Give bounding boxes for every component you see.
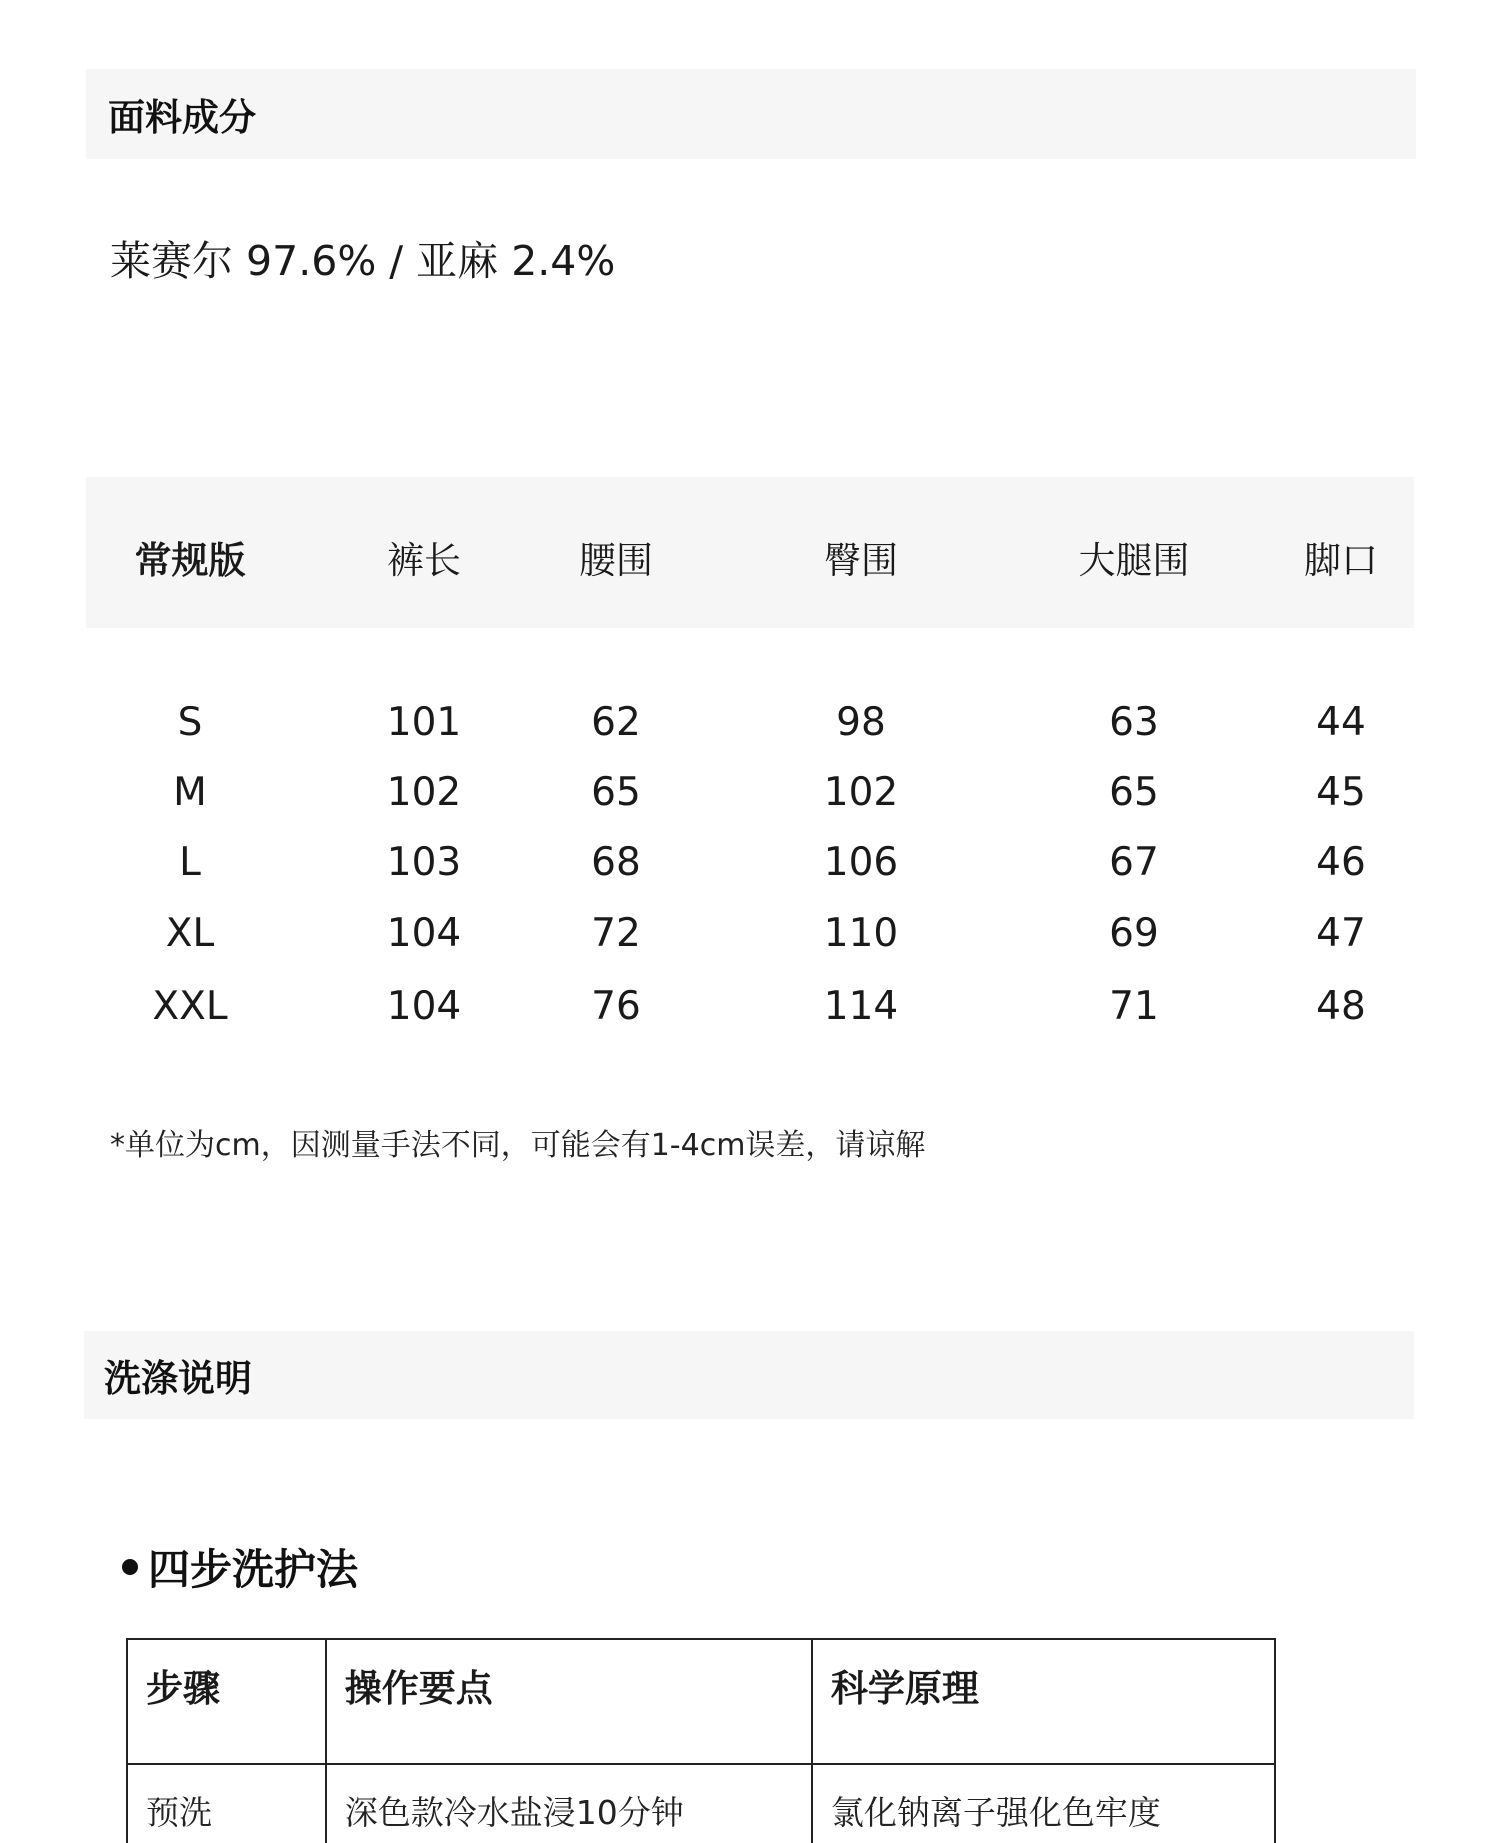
wash-steps-header-cell: 操作要点: [326, 1639, 812, 1764]
size-table-cell-size: XXL: [152, 984, 228, 1029]
wash-step-principle: 氯化钠离子强化色牢度: [812, 1764, 1275, 1843]
wash-steps-header-cell: 步骤: [127, 1639, 326, 1764]
size-table-cell-hip: 106: [823, 840, 899, 885]
size-table-cell-hem: 48: [1316, 984, 1366, 1029]
wash-step-name: 预洗: [127, 1764, 326, 1843]
size-table-header-length: 裤长: [387, 539, 461, 582]
wash-steps-header-row: [127, 1639, 1275, 1764]
size-table-cell-waist: 65: [591, 770, 641, 815]
size-table-cell-size: S: [177, 700, 203, 745]
size-table-cell-hem: 44: [1316, 700, 1366, 745]
size-table-header-size: 常规版: [134, 539, 246, 582]
size-table-cell-thigh: 63: [1109, 700, 1159, 745]
wash-method-title: [122, 1537, 358, 1597]
wash-steps-header-cell: 科学原理: [812, 1639, 1275, 1764]
size-table-header-hem: 脚口: [1304, 539, 1378, 582]
size-table-header-bg: [86, 477, 1414, 628]
size-table-cell-waist: 72: [591, 911, 641, 956]
fabric-composition: 莱赛尔 97.6% / 亚麻 2.4%: [110, 237, 616, 285]
size-table-cell-thigh: 71: [1109, 984, 1159, 1029]
size-table-cell-waist: 68: [591, 840, 641, 885]
size-table-header-waist: 腰围: [579, 539, 653, 582]
size-table-cell-hip: 114: [823, 984, 899, 1029]
size-table-cell-thigh: 69: [1109, 911, 1159, 956]
size-table-cell-waist: 62: [591, 700, 641, 745]
size-table-cell-length: 104: [386, 911, 462, 956]
wash-steps-row: [127, 1764, 1275, 1843]
size-table-cell-thigh: 67: [1109, 840, 1159, 885]
size-table-cell-thigh: 65: [1109, 770, 1159, 815]
wash-step-operation: 深色款冷水盐浸10分钟: [326, 1764, 812, 1843]
size-table-header-thigh: 大腿围: [1078, 539, 1190, 582]
fabric-heading: 面料成分: [108, 96, 256, 139]
bullet-dot-icon: [122, 1559, 138, 1575]
size-note: *单位为cm，因测量手法不同，可能会有1-4cm误差，请谅解: [110, 1128, 926, 1163]
wash-heading: 洗涤说明: [104, 1357, 252, 1400]
size-table-cell-hem: 45: [1316, 770, 1366, 815]
wash-steps-table: [126, 1638, 1276, 1843]
size-table-cell-hip: 102: [823, 770, 899, 815]
size-table-cell-length: 104: [386, 984, 462, 1029]
size-table-cell-hip: 98: [836, 700, 886, 745]
wash-method-title-text: 四步洗护法: [148, 1545, 359, 1594]
size-table-cell-length: 103: [386, 840, 462, 885]
size-table-cell-hem: 47: [1316, 911, 1366, 956]
size-table-cell-size: M: [173, 770, 207, 815]
size-table-cell-hip: 110: [823, 911, 899, 956]
size-table-cell-size: L: [179, 840, 201, 885]
size-table-cell-waist: 76: [591, 984, 641, 1029]
wash-section-header: [84, 1331, 1414, 1419]
size-table-header-hip: 臀围: [824, 539, 898, 582]
fabric-section-header: [86, 69, 1416, 159]
size-table-cell-size: XL: [165, 911, 215, 956]
size-table-cell-length: 101: [386, 700, 462, 745]
size-table-cell-hem: 46: [1316, 840, 1366, 885]
size-table-cell-length: 102: [386, 770, 462, 815]
